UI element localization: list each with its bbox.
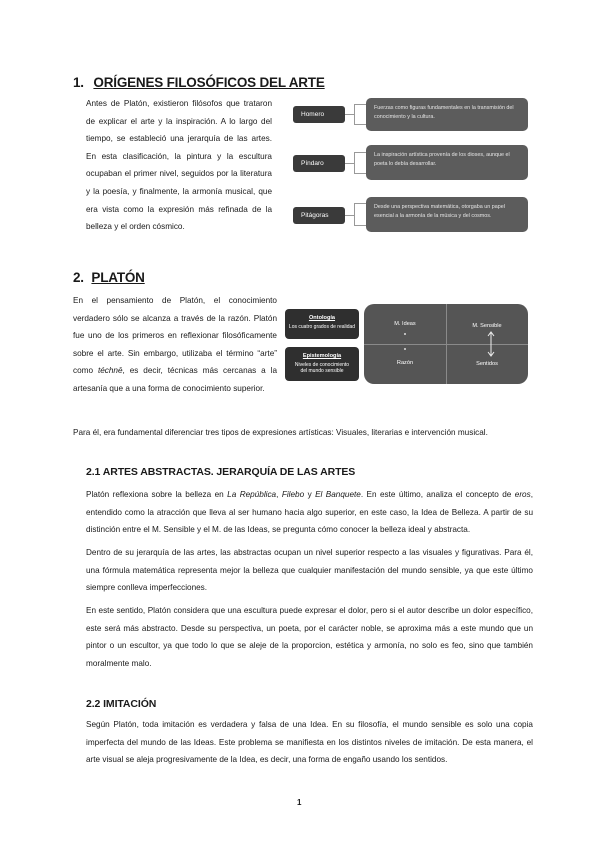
epistemologia-subtitle: Niveles de conocimiento del mundo sensible (294, 362, 350, 374)
connector-line (354, 104, 366, 105)
cell-mundo-sensible: M. Sensible (472, 323, 502, 329)
ontologia-box (285, 309, 359, 339)
section-2-full-line: Para él, era fundamental diferenciar tres tipos de expresiones artísticas: Visuales, literarias e intervención musical. (73, 428, 488, 437)
section-2-number: 2. (73, 270, 84, 285)
grid-divider-horizontal (364, 344, 528, 345)
connector-line (354, 173, 366, 174)
section-2-2-paragraph-1: Según Platón, toda imitación es verdadera y falsa de una Idea. En su filosofía, el mundo sensible es solo una copia imperfecta del mundo de las Ideas. Este problema se manifiesta en los distintos niveles de imitación. De esta manera, el arte visual se aleja progresivamente de la Idea, es decir, una forma de engaño usando los sentidos. (86, 720, 533, 765)
connector-line (354, 152, 366, 153)
epistemologia-title: Epistemología (302, 353, 342, 359)
philosopher-desc-pindaro: La inspiración artística provenía de los dioses, aunque el poeta lo debía desarrollar. (366, 145, 528, 180)
philosopher-label-homero: Homero (293, 106, 345, 123)
philosopher-label-pitagoras: Pitágoras (293, 207, 345, 224)
section-2-title: PLATÓN (91, 270, 145, 285)
ontologia-title: Ontología (308, 315, 336, 321)
section-2-1-paragraph-1: Platón reflexiona sobre la belleza en La República, Filebo y El Banquete. En este último, analiza el concepto de eros, entendido como la atracción que lleva al ser humano hacia algo superior, en este caso, la Idea de Belleza. A partir de su distinción entre el M. Sensible y el M. de las Ideas, se pregunta cómo conocer la belleza ideal y abstracta. (86, 490, 533, 535)
philosopher-desc-homero: Fuerzas como figuras fundamentales en la transmisión del conocimiento y la cultura. (366, 98, 528, 131)
section-1-paragraph: Antes de Platón, existieron filósofos que trataron de explicar el arte y la inspiración. A lo largo del tiempo, se estableció una jerarquía de las artes. En esta clasificación, la pintura y la escultura ocupaban el primer nivel, seguidos por la literatura y la poesía, y finalmente, la armonía musical, que era vista como la expresión más refinada de la belleza y el orden cósmico. (86, 99, 272, 232)
connector-line (354, 124, 366, 125)
philosopher-label-pindaro: Píndaro (293, 155, 345, 172)
epistemologia-box (285, 347, 359, 381)
section-2-1-heading: 2.1 ARTES ABSTRACTAS. JERARQUÍA DE LAS ARTES (86, 466, 356, 478)
philosopher-desc-pitagoras: Desde una perspectiva matemática, otorgaba un papel esencial a la armonía de la música y del cosmos. (366, 197, 528, 232)
grid-dot (404, 333, 406, 335)
connector-line (354, 104, 355, 124)
grid-dot (404, 348, 406, 350)
ontologia-subtitle: Los cuatro grados de realidad (288, 324, 356, 330)
section-1-number: 1. (73, 75, 84, 90)
section-2-2-heading: 2.2 IMITACIÓN (86, 698, 157, 710)
section-2-heading (73, 270, 145, 285)
cell-mundo-ideas: M. Ideas (394, 321, 416, 327)
connector-line (354, 152, 355, 173)
section-2-paragraph: En el pensamiento de Platón, el conocimiento verdadero sólo se alcanza a través de la razón. Platón fue uno de los primeros en reflexionar filosóficamente sobre el arte. Sin embargo, utilizaba el término “arte” como téchnē, es decir, técnicas más cercanas a la artesanía que a una forma de conocimiento superior. (73, 296, 277, 393)
double-arrow-icon (486, 330, 496, 358)
connector-line (354, 203, 355, 225)
connector-line (354, 203, 366, 204)
section-1-title: ORÍGENES FILOSÓFICOS DEL ARTE (93, 75, 325, 90)
cell-sentidos: Sentidos (476, 361, 498, 367)
page-number: 1 (297, 798, 302, 807)
cell-razon: Razón (396, 360, 414, 366)
section-2-1-paragraph-3: En este sentido, Platón considera que una escultura puede expresar el dolor, pero si el autor describe un dolor específico, este será más abstracto. Desde su perspectiva, un poeta, por el carácter noble, se aproxima más a este mundo que un pintor o un escultor, ya que todo lo que se aleje de la proporcion, estética y armonía, no solo es feo, sino que también moralmente malo. (86, 606, 533, 668)
connector-line (354, 225, 366, 226)
section-2-1-paragraph-2: Dentro de su jerarquía de las artes, las abstractas ocupan un nivel superior respecto a las visuales y figurativas. Para él, una fórmula matemática representa mejor la belleza que cualquier manifestación del mundo sensible, ya que este último siempre conlleva imperfecciones. (86, 548, 533, 593)
section-1-heading (73, 75, 325, 90)
